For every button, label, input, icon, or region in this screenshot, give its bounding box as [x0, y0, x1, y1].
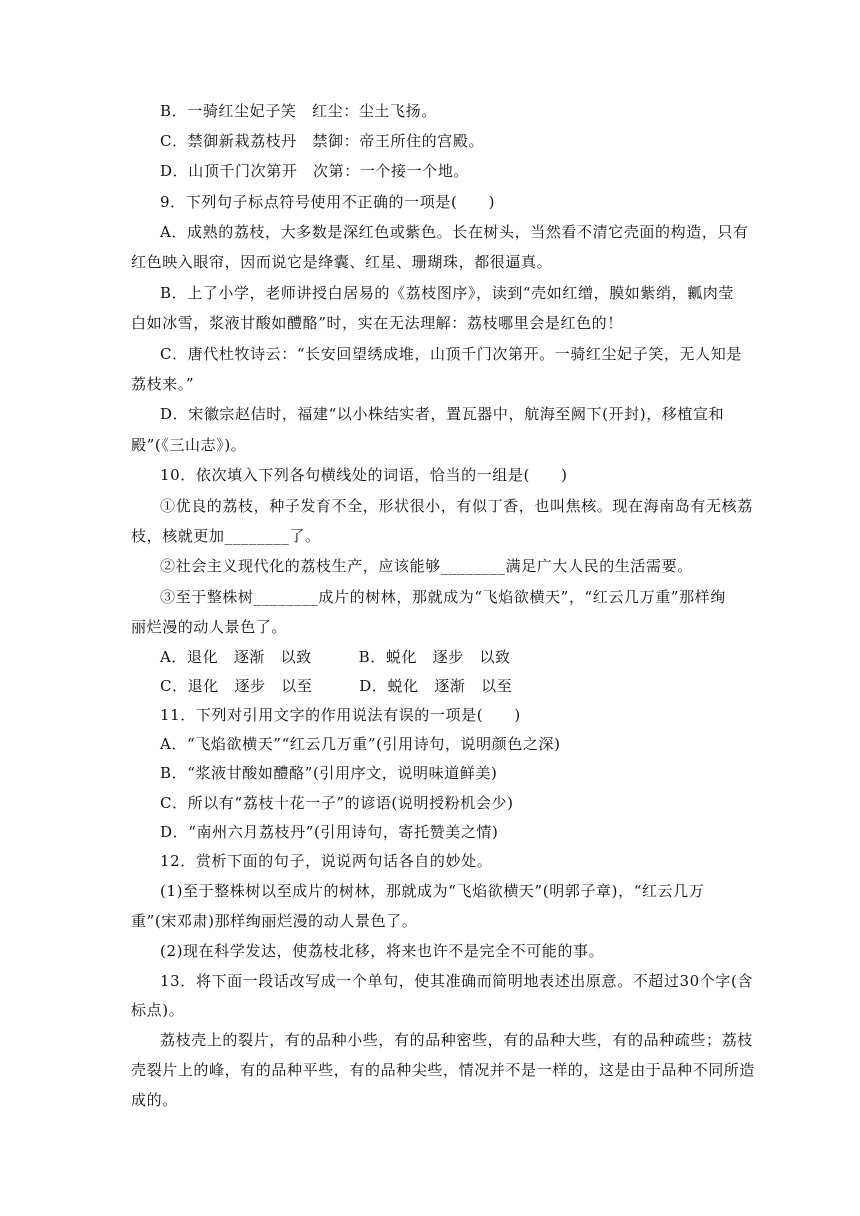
options-10-ab: A．退化 逐渐 以致 B．蜕化 逐步 以致: [160, 648, 511, 666]
sentence-12-1-line2: 重”(宋邓肃)那样绚丽烂漫的动人景色了。: [131, 912, 418, 930]
passage-13-line2: 壳裂片上的峰，有的品种平些，有的品种尖些，情况并不是一样的，这是由于品种不同所造: [131, 1061, 756, 1079]
option-11d: D．“南州六月荔枝丹”(引用诗句，寄托赞美之情): [160, 823, 499, 841]
option-11c: C．所以有“荔枝十花一子”的谚语(说明授粉机会少): [160, 794, 514, 812]
option-9b-line1: B．上了小学，老师讲授白居易的《荔枝图序》，读到“壳如红缯，膜如紫绡，瓤肉莹: [160, 284, 734, 302]
option-9d-line2: 殿”(《三山志》)。: [131, 436, 247, 454]
option-9b-line2: 白如冰雪，浆液甘酸如醴酪”时，实在无法理解：荔枝哪里会是红色的！: [131, 314, 623, 332]
sentence-12-1-line1: (1)至于整株树以至成片的树林，那就成为“飞焰欲横天”(明郭子章)，“红云几万: [160, 882, 705, 900]
question-10: 10．依次填入下列各句横线处的词语，恰当的一组是( ): [160, 466, 568, 484]
sentence-10-1-line2: 枝，核就更加________了。: [131, 527, 321, 545]
option-8d: D．山顶千门次第开 次第：一个接一个地。: [160, 162, 470, 180]
option-11a: A．“飞焰欲横天”“红云几万重”(引用诗句，说明颜色之深): [160, 735, 561, 753]
option-9a-line2: 红色映入眼帘，因而说它是绛囊、红星、珊瑚珠，都很逼真。: [131, 253, 553, 271]
option-9d-line1: D．宋徽宗赵佶时，福建“以小株结实者，置瓦器中，航海至阙下(开封)，移植宣和: [160, 405, 725, 423]
option-9a-line1: A．成熟的荔枝，大多数是深红色或紫色。长在树头，当然看不清它壳面的构造，只有: [160, 223, 749, 241]
question-13-line2: 标点)。: [131, 1001, 185, 1019]
option-9c-line2: 荔枝来。”: [131, 375, 195, 393]
question-9: 9．下列句子标点符号使用不正确的一项是( ): [160, 193, 496, 211]
question-11: 11．下列对引用文字的作用说法有误的一项是( ): [160, 706, 521, 724]
sentence-10-3-line2: 丽烂漫的动人景色了。: [131, 618, 288, 636]
options-10-cd: C．退化 逐步 以至 D．蜕化 逐渐 以至: [160, 677, 513, 695]
sentence-10-1-line1: ①优良的荔枝，种子发育不全，形状很小，有似丁香，也叫焦核。现在海南岛有无核荔: [160, 497, 753, 515]
question-12: 12．赏析下面的句子，说说两句话各自的妙处。: [160, 852, 493, 870]
sentence-10-2: ②社会主义现代化的荔枝生产，应该能够________满足广大人民的生活需要。: [160, 557, 693, 575]
option-9c-line1: C．唐代杜牧诗云：“长安回望绣成堆，山顶千门次第开。一骑红尘妃子笑，无人知是: [160, 345, 742, 363]
sentence-12-2: (2)现在科学发达，使荔枝北移，将来也许不是完全不可能的事。: [160, 942, 605, 960]
passage-13-line1: 荔枝壳上的裂片，有的品种小些，有的品种密些，有的品种大些，有的品种疏些；荔枝: [160, 1031, 753, 1049]
sentence-10-3-line1: ③至于整株树________成片的树林，那就成为“飞焰欲横天”，“红云几万重”那样绚: [160, 588, 726, 606]
option-11b: B．“浆液甘酸如醴酪”(引用序文，说明味道鲜美): [160, 764, 498, 782]
option-8b: B．一骑红尘妃子笑 红尘：尘土飞扬。: [160, 102, 437, 120]
question-13-line1: 13．将下面一段话改写成一个单句，使其准确而简明地表述出原意。不超过30个字(含: [160, 972, 754, 990]
passage-13-line3: 成的。: [131, 1091, 178, 1109]
option-8c: C．禁御新栽荔枝丹 禁御：帝王所住的宫殿。: [160, 132, 485, 150]
